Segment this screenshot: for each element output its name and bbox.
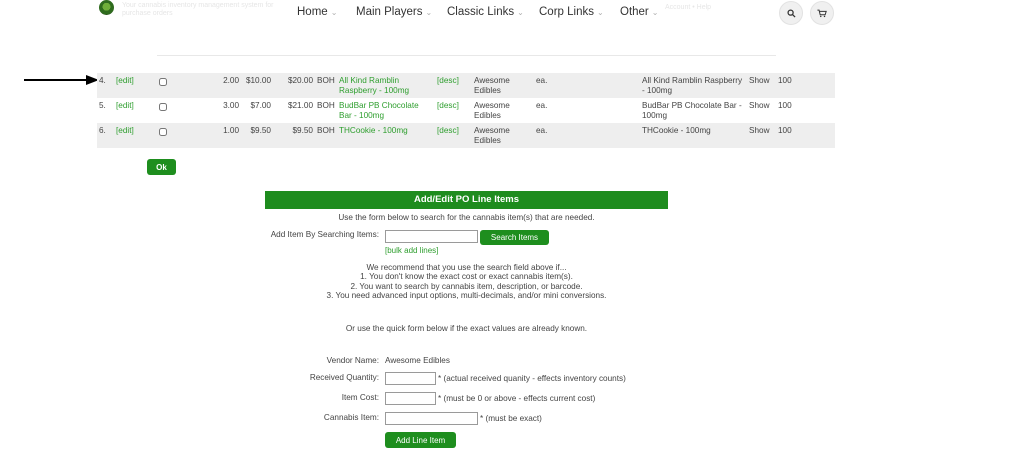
item-link[interactable]: All Kind Ramblin Raspberry - 100mg — [339, 76, 410, 95]
nav-home-label: Home — [297, 6, 328, 18]
desc-link[interactable]: [desc] — [437, 126, 459, 135]
line-total: $21.00 — [287, 101, 313, 110]
item-link[interactable]: THCookie - 100mg — [339, 126, 408, 135]
quantity: 3.00 — [223, 101, 239, 110]
quantity: 2.00 — [223, 76, 239, 85]
table-row — [97, 73, 835, 98]
value: 100 — [778, 126, 792, 135]
reason-3: 3. You need advanced input options, multi-decimals, and/or mini conversions. — [326, 291, 607, 300]
item-cost-input[interactable] — [385, 392, 436, 405]
item-link[interactable]: BudBar PB Chocolate Bar - 100mg — [339, 101, 419, 120]
nav-home[interactable] — [297, 6, 337, 18]
item-cost-label: Item Cost: — [341, 393, 379, 402]
row-checkbox[interactable] — [159, 78, 167, 86]
search-items-input[interactable] — [385, 230, 478, 243]
chevron-down-icon: ⌄ — [596, 8, 604, 17]
nav-main-players-label: Main Players — [356, 6, 423, 18]
nav-classic-links[interactable] — [447, 6, 524, 18]
nav-other-label: Other — [620, 6, 649, 18]
search-icon — [787, 9, 796, 18]
top-navigation — [0, 0, 1024, 28]
search-items-label: Add Item By Searching Items: — [270, 230, 379, 239]
chevron-down-icon: ⌄ — [517, 8, 524, 17]
location: BOH — [317, 76, 335, 85]
cart-icon — [817, 9, 827, 18]
unit-cost: $10.00 — [245, 76, 271, 85]
unit-cost: $7.00 — [250, 101, 271, 110]
intro-text: Use the form below to search for the cannabis item(s) that are needed. — [338, 213, 595, 222]
edit-link[interactable]: [edit] — [116, 126, 134, 135]
unit-cost: $9.50 — [250, 126, 271, 135]
chevron-down-icon: ⌄ — [651, 8, 659, 17]
vendor-name-label: Vendor Name: — [326, 356, 379, 365]
add-line-item-button[interactable]: Add Line Item — [385, 432, 456, 448]
cannabis-item-label: Cannabis Item: — [323, 413, 379, 422]
arrow-pointer-icon — [24, 75, 99, 85]
row-checkbox[interactable] — [159, 128, 167, 136]
value: 100 — [778, 76, 792, 85]
section-divider — [157, 55, 776, 56]
vendor-name-value: Awesome Edibles — [385, 356, 450, 365]
faded-account-links: Account • Help — [665, 4, 712, 11]
reason-2: 2. You want to search by cannabis item, description, or barcode. — [350, 282, 583, 291]
received-quantity-input[interactable] — [385, 372, 436, 385]
edit-link[interactable]: [edit] — [116, 101, 134, 110]
nav-main-players[interactable] — [356, 6, 432, 18]
unit: ea. — [536, 126, 548, 135]
cannabis-item-hint: * (must be exact) — [480, 414, 542, 423]
desc-link[interactable]: [desc] — [437, 101, 459, 110]
cannabis-leaf-logo[interactable] — [99, 0, 114, 15]
add-edit-header: Add/Edit PO Line Items — [265, 191, 668, 209]
quantity: 1.00 — [223, 126, 239, 135]
item-name: All Kind Ramblin Raspberry - 100mg — [642, 76, 743, 95]
cannabis-item-input[interactable] — [385, 412, 478, 425]
reason-1: 1. You don't know the exact cost or exact cannabis item(s). — [360, 272, 573, 281]
recommend-text: We recommend that you use the search field above if... — [366, 263, 567, 272]
show-flag: Show — [749, 126, 770, 135]
item-cost-hint: * (must be 0 or above - effects current cost) — [438, 394, 596, 403]
search-items-button[interactable]: Search Items — [480, 230, 549, 245]
item-name: BudBar PB Chocolate Bar - 100mg — [642, 101, 742, 120]
show-flag: Show — [749, 76, 770, 85]
ok-button[interactable]: Ok — [147, 159, 176, 175]
value: 100 — [778, 101, 792, 110]
desc-link[interactable]: [desc] — [437, 76, 459, 85]
unit: ea. — [536, 101, 548, 110]
row-number: 6. — [99, 126, 106, 135]
row-number: 4. — [99, 76, 106, 85]
vendor: Awesome Edibles — [474, 101, 510, 120]
line-total: $9.50 — [292, 126, 313, 135]
search-button[interactable] — [779, 1, 803, 25]
brand-tagline: Your cannabis inventory management system for purchase orders — [122, 2, 274, 17]
row-number: 5. — [99, 101, 106, 110]
row-checkbox[interactable] — [159, 103, 167, 111]
quick-form-text: Or use the quick form below if the exact values are already known. — [345, 324, 588, 333]
nav-other[interactable] — [620, 6, 658, 18]
vendor: Awesome Edibles — [474, 76, 510, 95]
location: BOH — [317, 126, 335, 135]
item-name: THCookie - 100mg — [642, 126, 711, 135]
nav-corp-links[interactable] — [539, 6, 604, 18]
nav-corp-links-label: Corp Links — [539, 6, 594, 18]
cart-button[interactable] — [810, 1, 834, 25]
unit: ea. — [536, 76, 548, 85]
line-total: $20.00 — [287, 76, 313, 85]
received-quantity-label: Received Quantity: — [309, 373, 379, 382]
location: BOH — [317, 101, 335, 110]
vendor: Awesome Edibles — [474, 126, 510, 145]
table-row — [97, 98, 835, 123]
edit-link[interactable]: [edit] — [116, 76, 134, 85]
table-row — [97, 123, 835, 148]
chevron-down-icon: ⌄ — [330, 8, 338, 17]
chevron-down-icon: ⌄ — [425, 8, 433, 17]
nav-classic-links-label: Classic Links — [447, 6, 515, 18]
received-quantity-hint: * (actual received quanity - effects inventory counts) — [438, 374, 626, 383]
po-line-items-table — [97, 73, 835, 148]
bulk-add-lines-link[interactable]: [bulk add lines] — [385, 246, 439, 255]
show-flag: Show — [749, 101, 770, 110]
